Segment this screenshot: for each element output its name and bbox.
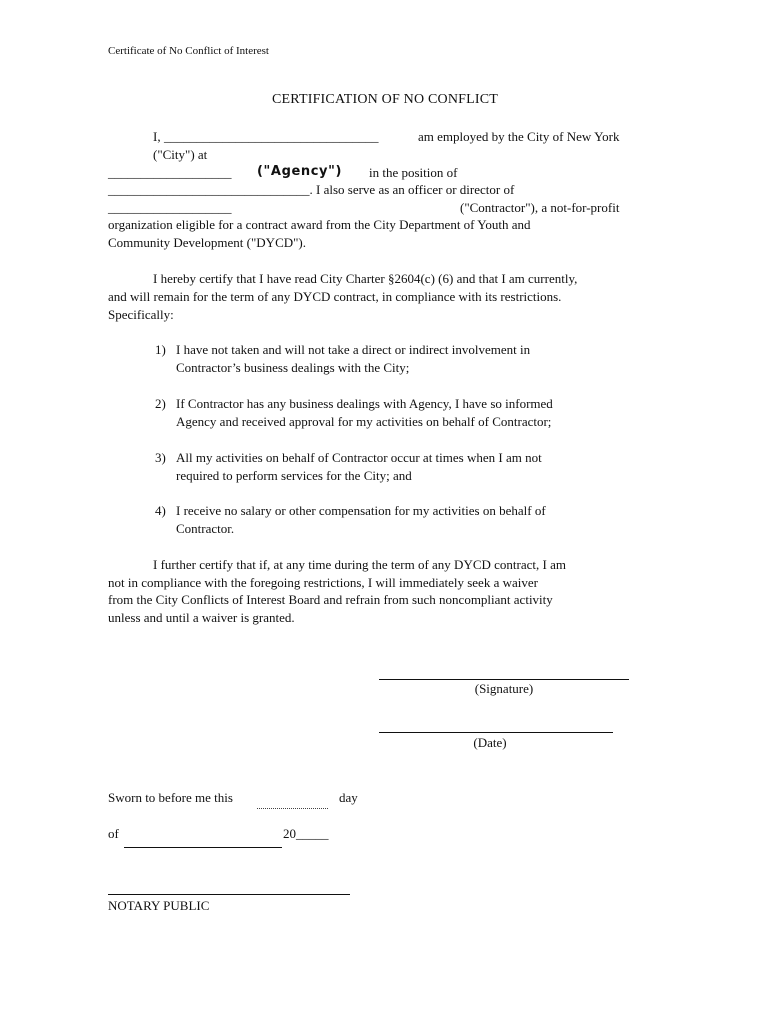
item-number: 2)	[155, 396, 166, 411]
signature-line[interactable]	[379, 679, 629, 680]
intro-city-text: ("City") at	[153, 147, 208, 162]
item-text: Contractor’s business dealings with the City;	[176, 360, 410, 375]
certify-line-2: and will remain for the term of any DYCD contract, in compliance with its restrictions.	[108, 289, 562, 304]
day-blank[interactable]	[257, 808, 328, 809]
item-text: Contractor.	[176, 521, 235, 536]
month-blank[interactable]	[124, 847, 282, 848]
signature-label: (Signature)	[474, 681, 534, 696]
contractor-blank[interactable]: ___________________	[108, 200, 232, 215]
notary-signature-line[interactable]	[108, 894, 350, 895]
contractor-label: ("Contractor"), a not-for-profit	[460, 200, 620, 215]
further-line-2: not in compliance with the foregoing restrictions, I will immediately seek a waiver	[108, 575, 538, 590]
of-label: of	[108, 826, 119, 841]
item-text: I have not taken and will not take a direct or indirect involvement in	[176, 342, 531, 357]
agency-label: ("Agency")	[257, 164, 343, 179]
year-blank[interactable]: 20_____	[283, 826, 329, 841]
item-text: I receive no salary or other compensation for my activities on behalf of	[176, 503, 546, 518]
document-title: CERTIFICATION OF NO CONFLICT	[271, 92, 499, 107]
intro-dycd-text: Community Development ("DYCD").	[108, 235, 307, 250]
sworn-text: Sworn to before me this	[108, 790, 233, 805]
day-label: day	[339, 790, 358, 805]
item-text: Agency and received approval for my activities on behalf of Contractor;	[176, 414, 552, 429]
intro-employment-text: am employed by the City of New York	[418, 129, 620, 144]
item-text: If Contractor has any business dealings with Agency, I have so informed	[176, 396, 553, 411]
intro-name-prefix: I,	[153, 129, 161, 144]
intro-position-text: in the position of	[369, 165, 458, 180]
item-text: All my activities on behalf of Contractor occur at times when I am not	[176, 450, 542, 465]
certify-line-3: Specifically:	[108, 307, 174, 322]
running-header: Certificate of No Conflict of Interest	[108, 45, 269, 57]
further-line-1: I further certify that if, at any time during the term of any DYCD contract, I am	[153, 557, 566, 572]
agency-blank[interactable]: ___________________	[108, 165, 232, 180]
date-line[interactable]	[379, 732, 613, 733]
intro-organization-text: organization eligible for a contract award from the City Department of Youth and	[108, 217, 531, 232]
position-blank-line[interactable]: _______________________________. I also serve as an officer or director of	[108, 182, 515, 197]
date-label: (Date)	[473, 735, 507, 750]
item-number: 3)	[155, 450, 166, 465]
item-text: required to perform services for the City; and	[176, 468, 412, 483]
item-number: 1)	[155, 342, 166, 357]
further-line-4: unless and until a waiver is granted.	[108, 610, 295, 625]
notary-public-label: NOTARY PUBLIC	[108, 898, 210, 913]
further-line-3: from the City Conflicts of Interest Board and refrain from such noncompliant activity	[108, 592, 553, 607]
employee-name-blank[interactable]: _________________________________	[164, 129, 379, 144]
item-number: 4)	[155, 503, 166, 518]
certify-line-1: I hereby certify that I have read City Charter §2604(c) (6) and that I am currently,	[153, 271, 578, 286]
